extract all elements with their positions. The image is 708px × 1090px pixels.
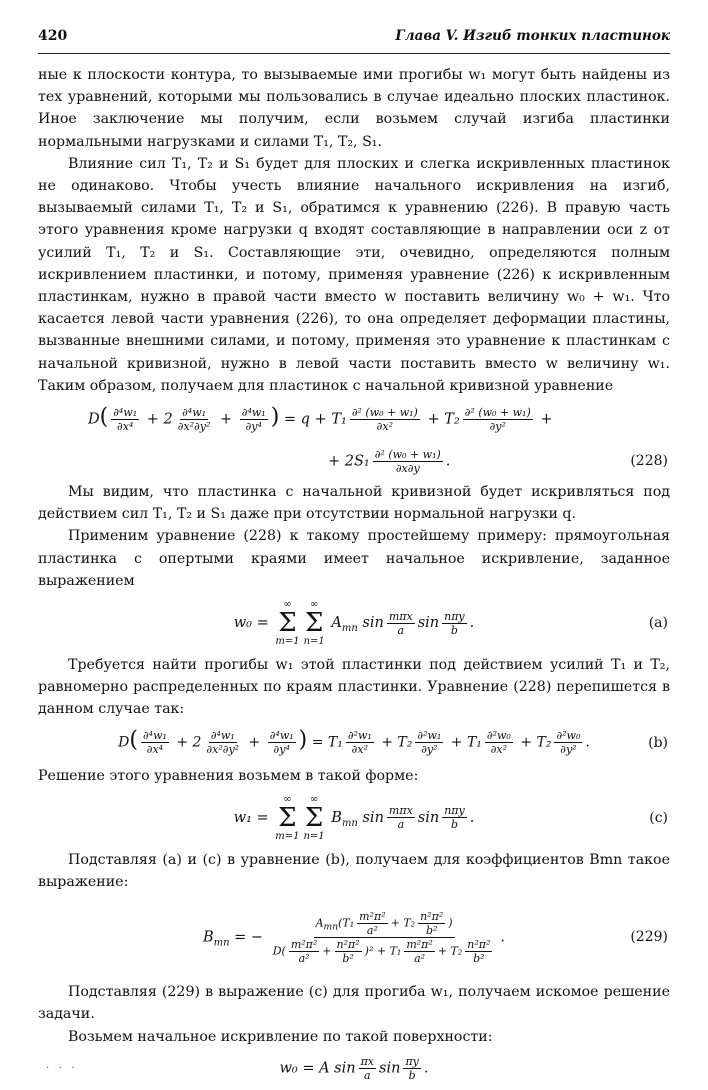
paragraph: Подставляя (a) и (c) в уравнение (b), получаем для коэффициентов Bmn такое выражение:: [38, 851, 670, 891]
paragraph: Требуется найти прогибы w₁ этой пластинки под действием усилий T₁ и T₂, равномерно распределенных по краям пластинки. Уравнение (228) перепишется в данном случае так:: [38, 657, 670, 718]
equation-number: (c): [649, 809, 668, 826]
equation-number: (228): [630, 452, 668, 469]
body-text: [38, 64, 670, 1090]
paragraph: Подставляя (229) в выражение (c) для прогиба w₁, получаем искомое решение задачи.: [38, 984, 670, 1023]
paragraph: Мы видим, что пластинка с начальной кривизной будет искривляться под действием сил T₁, T₂ и S₁ даже при отсутствии нормальной нагрузки q.: [38, 484, 670, 523]
equation-surface: · · · w₀ = A sin $\frac{\pi x}{a}$ sin $\frac{\pi y}{b}$ .: [46, 1055, 429, 1083]
equation-b: D( $\frac{\text{∂⁴w₁}}{\text{∂x⁴}}$ + 2 $\frac{\text{∂⁴w₁}}{\text{∂x²∂y²}}$ + $\frac{\text{∂⁴w₁}}{\text{∂y⁴}}$ ) = T₁ $\frac{\text{∂²w₁}}{\text{∂x²}}$ + T₂ $\frac{\text{∂²w₁}}{\text{∂y²}}$ + T₁ $\frac{\text{∂²w₀}}{\text{∂x²}}$ + T₂ $\frac{\text{∂²w₀}}{\text{∂y²}}$ . (b): [118, 727, 668, 757]
paragraph: Возьмем начальное искривление по такой поверхности:: [68, 1028, 493, 1045]
page-number: 420: [38, 28, 68, 44]
equation-number: (b): [648, 734, 668, 751]
paragraph: ные к плоскости контура, то вызываемые ими прогибы w₁ могут быть найдены из тех уравнений, которыми мы пользовались в случае идеально плоских пластинок. Иное заключение мы получим, если возьмем случай изгиба пластинки нормальными нагрузками и силами T₁, T₂, S₁.: [38, 67, 670, 150]
equation-228-line2: + 2S₁ $\frac{\text{∂² (w₀ + w₁)}}{\partial x\partial y}$ . (228): [328, 447, 668, 475]
paragraph: Применим уравнение (228) к такому простейшему примеру: прямоугольная пластинка с опертыми краями имеет начальное искривление, заданное выражением: [38, 528, 670, 589]
running-title: Глава V. Изгиб тонких пластинок: [395, 28, 670, 44]
equation-a: w₀ = ∞ Σ m=1 ∞ Σ n=1 $A_{mn}$ sin $\frac{\text{mπx}}{a}$ sin $\frac{\text{nπy}}{b}$ . (a): [233, 599, 668, 648]
margin-dots: · · ·: [46, 1062, 75, 1074]
page: [38, 28, 670, 1090]
equation-c: w₁ = ∞ Σ m=1 ∞ Σ n=1 $B_{mn}$ sin $\frac{\text{mπx}}{a}$ sin $\frac{\text{nπy}}{b}$ . (c): [233, 793, 668, 842]
equation-number: (229): [630, 929, 668, 946]
page-header: [38, 28, 670, 54]
equation-228-line1: D( $\frac{\text{∂⁴w₁}}{\text{∂x⁴}}$ + 2 $\frac{\text{∂⁴w₁}}{\text{∂x²∂y²}}$ + $\frac{\text{∂⁴w₁}}{\text{∂y⁴}}$ ) = q + T₁ $\frac{\text{∂² (w₀ + w₁)}}{\text{∂x²}}$ + T₂ $\frac{\text{∂² (w₀ + w₁)}}{\text{∂y²}}$ +: [88, 404, 553, 433]
paragraph: Влияние сил T₁, T₂ и S₁ будет для плоских и слегка искривленных пластинок не одинаково. Чтобы учесть влияние начального искривления на изгиб, вызываемый силами T₁, T₂ и S₁, обратимся к уравнению (226). В правую часть этого уравнения кроме нагрузки q входят составляющие в направлении оси z от усилий T₁, T₂ и S₁. Составляющие эти, очевидно, определяются полным искривлением пластинки, и потому, применяя уравнение (226) к искривленным пластинкам, нужно в правой части вместо w поставить величину w₀ + w₁. Что касается левой части уравнения (226), то она определяет деформации пластины, вызванные внешними силами, и потому, применяя это уравнение к пластинкам с начальной кривизной, нужно в левой части поставить вместо w величину w₁. Таким образом, получаем для пластинок с начальной кривизной уравнение: [38, 155, 670, 394]
equation-229: $B_{mn}$ = − $A_{mn}(T_1$ $\frac{\text{m²π²}}{\text{a²}}$ + T₂ $\frac{\text{n²π²}}{\text{b²}}$ ) D( $\frac{\text{m²π²}}{\text{a²}}$ + $\frac{\text{n²π²}}{\text{b²}}$ )² + T₁ $\frac{\text{m²π²}}{\text{a²}}$ + T₂ $\frac{\text{n²π²}}{\text{b²}}$ . (229): [202, 909, 668, 965]
equation-number: (a): [648, 614, 668, 631]
paragraph: Решение этого уравнения возьмем в такой форме:: [38, 767, 419, 784]
